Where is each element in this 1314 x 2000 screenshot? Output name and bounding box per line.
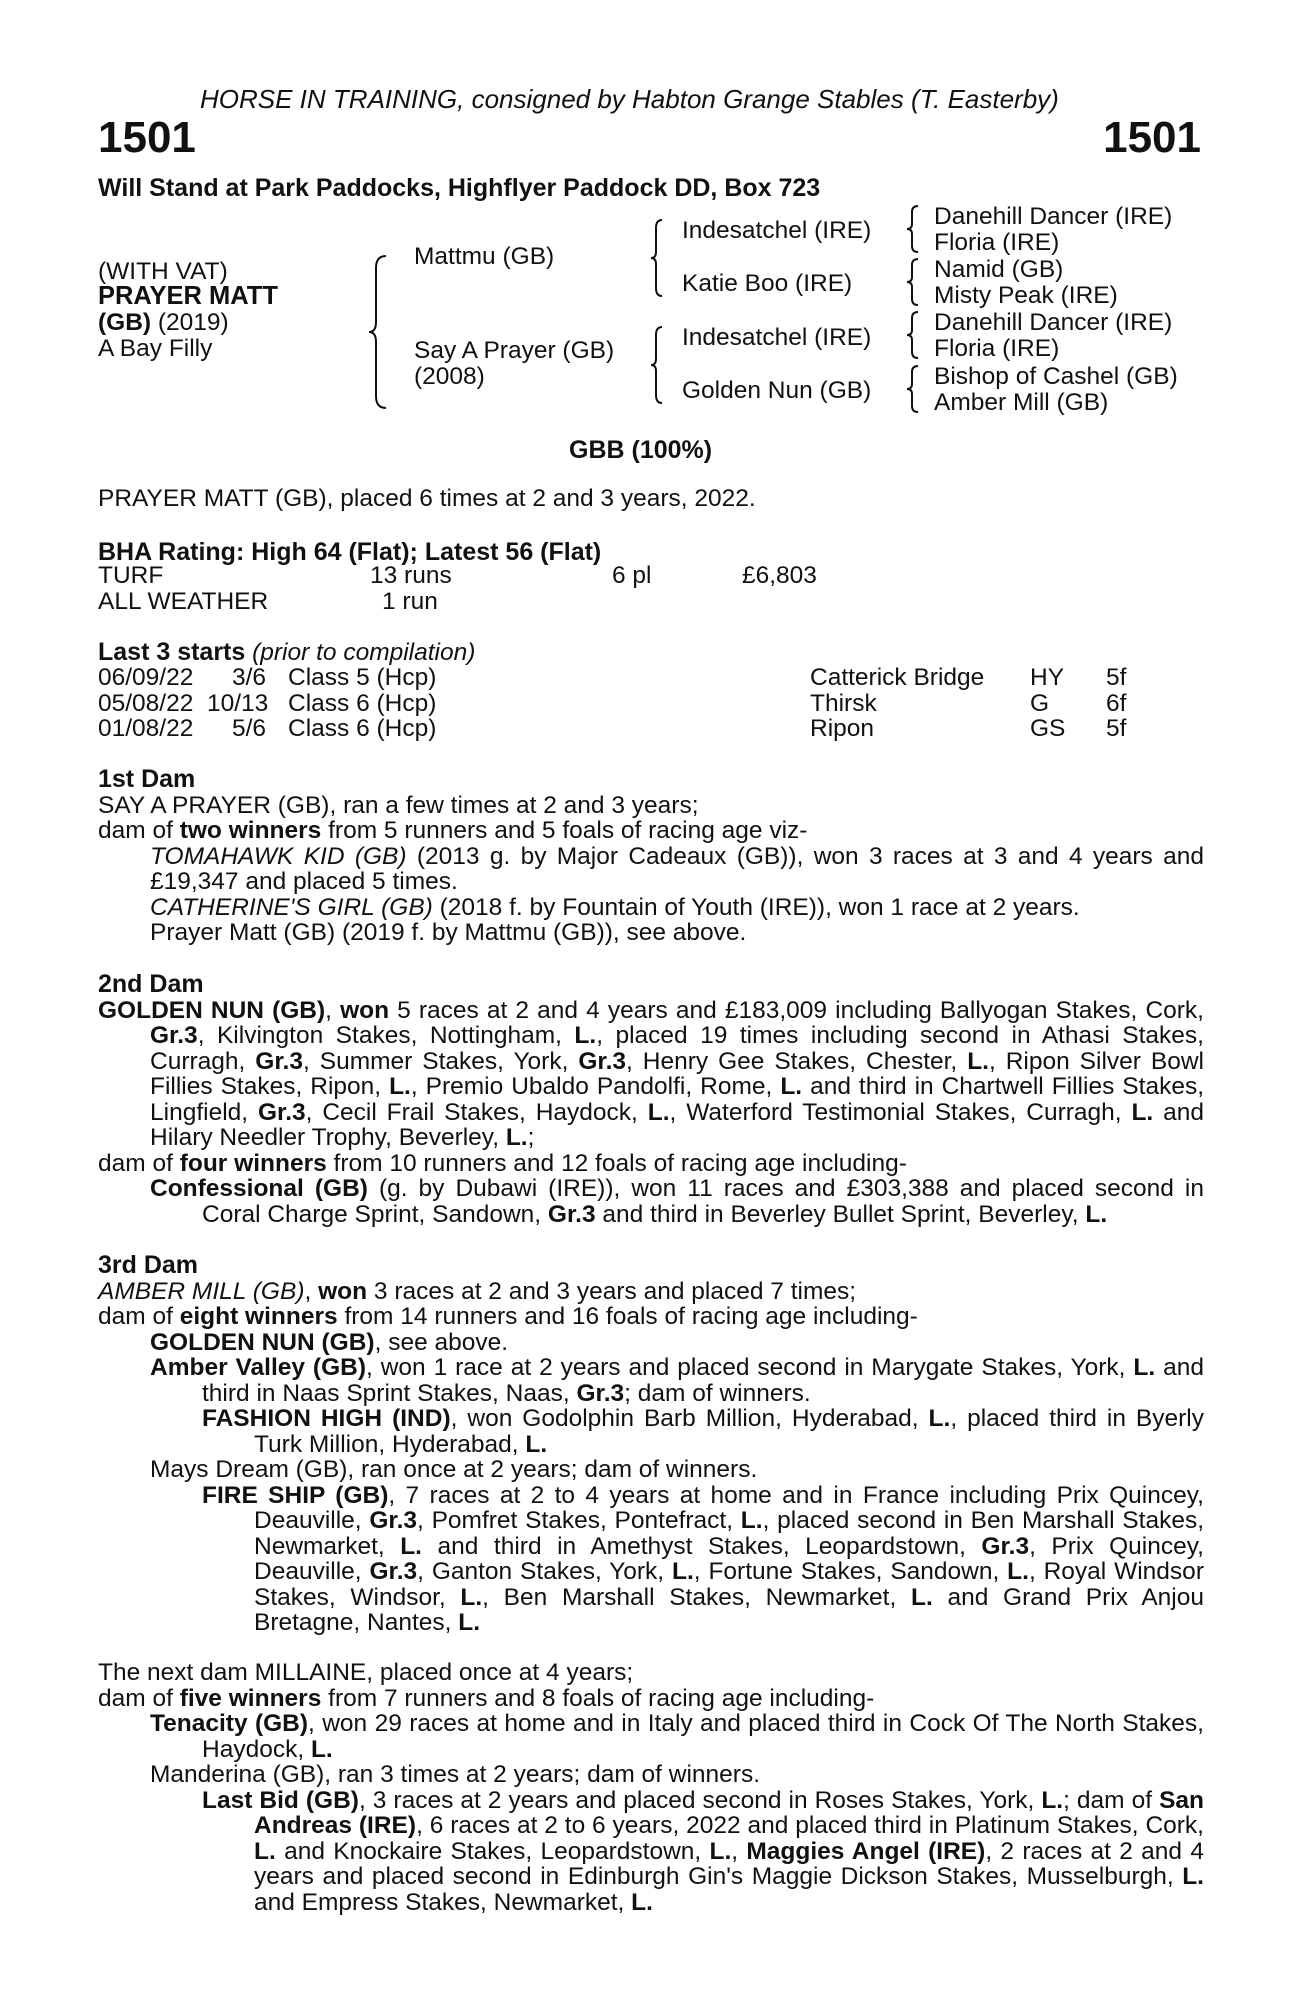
pedigree-g5: Danehill Dancer (IRE) <box>934 309 1173 336</box>
pedigree-brace-g2 <box>904 257 922 307</box>
bold-run: Gr.3 <box>150 1022 198 1049</box>
last-starts-title: Last 3 starts <box>98 638 246 666</box>
offspring-name: CATHERINE'S GIRL (GB) <box>150 893 433 921</box>
pedigree-brace-dam <box>648 325 666 405</box>
text-run: and Knockaire Stakes, Leopardstown, <box>275 1837 710 1865</box>
bold-run: Gr.3 <box>257 1098 306 1126</box>
text-run: , Kilvington Stakes, Nottingham, <box>197 1022 575 1049</box>
offspring-entry <box>98 1711 1204 1762</box>
offspring-entry: Manderina (GB), ran 3 times at 2 years; dam of winners. <box>150 1761 761 1788</box>
horse-description: A Bay Filly <box>98 335 213 362</box>
pedigree-brace-g3 <box>904 310 922 360</box>
bold-run: L. <box>389 1073 411 1100</box>
text-run: , placed second in Ben Marshall Stakes, Newmarket, <box>254 1507 1205 1560</box>
text-run: ; dam of <box>1063 1786 1160 1814</box>
start-row <box>98 716 1138 742</box>
stand-location: Will Stand at Park Paddocks, Highflyer Paddock DD, Box 723 <box>98 174 821 202</box>
pedigree-g6: Floria (IRE) <box>934 335 1060 362</box>
last-starts-heading <box>98 640 475 666</box>
bold-run: L. <box>928 1405 951 1432</box>
bold-run: L. <box>574 1022 597 1049</box>
start-class: Class 6 (Hcp) <box>288 715 437 742</box>
last-starts-table <box>98 665 1138 742</box>
bold-run: L. <box>780 1073 803 1100</box>
bold-run: L. <box>631 1888 653 1916</box>
bold-run: L. <box>671 1558 694 1585</box>
next-dam-produce-line <box>98 1686 1204 1712</box>
third-dam-name: AMBER MILL (GB) <box>98 1277 305 1305</box>
first-dam-title: 1st Dam <box>98 765 196 793</box>
text-run: and Empress Stakes, Newmarket, <box>254 1888 632 1916</box>
grand-offspring-entry <box>98 1788 1204 1916</box>
record-prize: £6,803 <box>742 562 817 589</box>
record-table <box>98 563 858 614</box>
bold-run: L. <box>460 1583 483 1611</box>
text-run: , Cecil Frail Stakes, Haydock, <box>305 1098 648 1126</box>
winners-count: five winners <box>179 1684 322 1712</box>
text-run: ; dam of winners. <box>624 1379 811 1407</box>
text-run: , Waterford Testimonial Stakes, Curragh, <box>669 1098 1132 1126</box>
second-dam-section <box>98 972 1204 1227</box>
bold-run: L. <box>1133 1354 1156 1381</box>
record-surface: ALL WEATHER <box>98 587 269 615</box>
text-run: , Ganton Stakes, York, <box>417 1558 672 1585</box>
start-going: G <box>1030 689 1050 717</box>
offspring-entry: Mays Dream (GB), ran once at 2 years; dam of winners. <box>150 1456 758 1483</box>
start-course: Thirsk <box>810 689 877 717</box>
record-row <box>98 563 858 589</box>
pedigree-g2: Floria (IRE) <box>934 229 1060 256</box>
won-label: won <box>318 1277 368 1305</box>
dam-of-text: dam of <box>98 1149 180 1177</box>
text-run: , Fortune Stakes, Sandown, <box>693 1558 1008 1585</box>
bold-run: L. <box>709 1837 732 1865</box>
text-run: and third in Beverley Bullet Sprint, Beverley, <box>595 1200 1086 1228</box>
start-course: Catterick Bridge <box>810 664 985 691</box>
second-dam-record: GOLDEN NUN (GB), won 5 races at 2 and 4 years and £183,009 including Ballyogan Stakes, Cork, Gr.3, Kilvington Stakes, Nottingham, L., placed 19 times including second in Athasi Stakes, Curragh, Gr.3, Summer Stakes, York, Gr.3, Henry Gee Stakes, Chester, L., Ripon Silver Bowl Fillies Stakes, Ripon, L., Premio Ubaldo Pandolfi, Rome, L. and third in Chartwell Fillies Stakes, Lingfield, Gr.3, Cecil Frail Stakes, Haydock, L., Waterford Testimonial Stakes, Curragh, L. and Hilary Needler Trophy, Beverley, L.; <box>98 996 1205 1151</box>
record-surface: TURF <box>98 562 164 589</box>
winners-count: two winners <box>179 817 322 844</box>
bold-run: L. <box>647 1098 670 1126</box>
dam-of-text: dam of <box>98 1303 180 1330</box>
offspring-entry <box>98 895 1204 921</box>
record-runs: 13 runs <box>370 562 452 589</box>
bold-run: Amber Valley (GB) <box>150 1354 366 1381</box>
start-position: 5/6 <box>232 715 267 742</box>
pedigree-dam-sire: Indesatchel (IRE) <box>682 324 872 351</box>
pedigree-dam-dam: Golden Nun (GB) <box>682 377 872 404</box>
won-label: won <box>340 996 390 1024</box>
start-distance: 6f <box>1106 689 1127 717</box>
bold-run: L. <box>1182 1863 1204 1890</box>
lot-number-left: 1501 <box>98 113 196 162</box>
text-run: and Hilary Needler Trophy, Beverley, <box>150 1098 1204 1151</box>
bold-run: L. <box>400 1532 422 1560</box>
text-run: , 6 races at 2 to 6 years, 2022 and placed third in Platinum Stakes, Cork, <box>416 1812 1204 1839</box>
third-dam-section <box>98 1253 1204 1636</box>
pedigree-brace-main <box>366 254 390 410</box>
race-summary: PRAYER MATT (GB), placed 6 times at 2 and 3 years, 2022. <box>98 485 756 512</box>
horse-suffix: (GB) <box>98 309 152 336</box>
bold-run: Maggies Angel (IRE) <box>746 1837 986 1865</box>
text-run: , won 1 race at 2 years and placed second in Marygate Stakes, York, <box>366 1354 1134 1381</box>
start-date: 05/08/22 <box>98 689 194 717</box>
second-dam-name: GOLDEN NUN (GB) <box>98 996 326 1024</box>
start-row <box>98 665 1138 691</box>
text-run: , 3 races at 2 years and placed second in Roses Stakes, York, <box>358 1786 1042 1814</box>
pedigree-dam: Say A Prayer (GB) <box>414 337 615 364</box>
pedigree-brace-sire <box>648 218 666 298</box>
text-run: ; <box>527 1124 535 1151</box>
text-run: , placed third in Byerly Turk Million, Hyderabad, <box>254 1405 1204 1458</box>
start-going: GS <box>1030 715 1066 742</box>
text-run: , Premio Ubaldo Pandolfi, Rome, <box>410 1073 781 1100</box>
offspring-entry <box>98 844 1204 895</box>
offspring-entry <box>98 1330 1204 1356</box>
text-run: and third in Naas Sprint Stakes, Naas, <box>202 1354 1204 1407</box>
offspring-text: (2018 f. by Fountain of Youth (IRE)), won 1 race at 2 years. <box>432 893 1080 921</box>
grand-offspring-entry <box>98 1406 1204 1457</box>
bold-run: Last Bid (GB) <box>202 1786 359 1814</box>
bold-run: L. <box>458 1609 481 1636</box>
bold-run: Gr.3 <box>981 1532 1030 1560</box>
bha-rating: BHA Rating: High 64 (Flat); Latest 56 (Flat) <box>98 538 602 566</box>
text-run: (g. by Dubawi (IRE)), won 11 races and £303,388 and placed second in Coral Charge Sprint, Sandown, <box>202 1175 1204 1228</box>
pedigree-g7: Bishop of Cashel (GB) <box>934 363 1178 390</box>
bold-run: L. <box>1007 1558 1029 1585</box>
offspring-text: (2013 g. by Major Cadeaux (GB)), won 3 races at 3 and 4 years and £19,347 and placed 5 times. <box>150 842 1204 895</box>
third-dam-text: 3 races at 2 and 3 years and placed 7 times; <box>367 1277 857 1305</box>
start-position: 3/6 <box>232 664 267 691</box>
text-run: , 2 races at 2 and 4 years and placed second in Edinburgh Gin's Maggie Dickson Stakes, Musselburgh, <box>254 1837 1204 1890</box>
text-run: , Summer Stakes, York, <box>302 1047 579 1075</box>
text-run: , Pomfret Stakes, Pontefract, <box>417 1507 741 1534</box>
bold-run: L. <box>505 1124 528 1151</box>
bold-run: Confessional (GB) <box>150 1175 368 1202</box>
gbb-rating: GBB (100%) <box>569 436 713 464</box>
offspring-name: GOLDEN NUN (GB) <box>150 1328 375 1356</box>
pedigree-brace-g1 <box>904 204 922 254</box>
bold-run: Gr.3 <box>369 1507 418 1534</box>
offspring-text: , see above. <box>374 1328 509 1356</box>
pedigree-sire-sire: Indesatchel (IRE) <box>682 217 872 244</box>
text-run: and third in Chartwell Fillies Stakes, Lingfield, <box>150 1073 1205 1126</box>
text-run: and third in Amethyst Stakes, Leopardstown, <box>422 1532 982 1560</box>
second-dam-title: 2nd Dam <box>98 970 204 998</box>
text-run: , Henry Gee Stakes, Chester, <box>626 1047 968 1075</box>
grand-offspring-entry <box>98 1483 1204 1636</box>
bold-run: Tenacity (GB) <box>150 1710 309 1737</box>
start-date: 01/08/22 <box>98 715 194 742</box>
consignor-line: HORSE IN TRAINING, consigned by Habton Grange Stables (T. Easterby) <box>200 84 1059 114</box>
start-class: Class 5 (Hcp) <box>288 664 437 691</box>
bold-run: Gr.3 <box>255 1047 303 1075</box>
bold-run: L. <box>910 1583 933 1611</box>
start-row <box>98 691 1138 717</box>
bold-run: Gr.3 <box>369 1558 418 1585</box>
text-run: , Royal Windsor Stakes, Windsor, <box>254 1558 1204 1611</box>
pedigree-dam-year: (2008) <box>414 363 485 390</box>
third-dam-record: AMBER MILL (GB), won 3 races at 2 and 3 years and placed 7 times; <box>98 1277 857 1305</box>
start-course: Ripon <box>810 715 875 742</box>
pedigree-g1: Danehill Dancer (IRE) <box>934 203 1173 230</box>
lot-number-right: 1501 <box>1103 113 1201 162</box>
bold-run: L. <box>1085 1200 1108 1228</box>
pedigree-g8: Amber Mill (GB) <box>934 389 1109 416</box>
pedigree-brace-g4 <box>904 364 922 414</box>
horse-name: PRAYER MATT <box>98 282 278 310</box>
bold-run: Gr.3 <box>578 1047 627 1075</box>
winners-count: four winners <box>179 1149 327 1177</box>
bold-run: L. <box>254 1837 276 1865</box>
next-dam-line1: The next dam MILLAINE, placed once at 4 years; <box>98 1659 634 1686</box>
record-row <box>98 589 858 615</box>
text-run: , Ripon Silver Bowl Fillies Stakes, Ripon, <box>150 1047 1204 1100</box>
start-position: 10/13 <box>207 689 269 717</box>
text-run: , Ben Marshall Stakes, Newmarket, <box>482 1583 911 1611</box>
bold-run: FASHION HIGH (IND) <box>202 1405 451 1432</box>
text-run: and Grand Prix Anjou Bretagne, Nantes, <box>254 1583 1204 1636</box>
produce-text: from 10 runners and 12 foals of racing age including- <box>326 1149 907 1177</box>
first-dam-produce-line <box>98 818 1204 844</box>
second-dam-produce-line <box>98 1151 1204 1177</box>
bold-run: FIRE SHIP (GB) <box>202 1481 389 1509</box>
bold-run: L. <box>967 1047 989 1075</box>
vat-note: (WITH VAT) <box>98 258 228 285</box>
text-run: , won Godolphin Barb Million, Hyderabad, <box>450 1405 929 1432</box>
text-run: , 7 races at 2 to 4 years at home and in France including Prix Quincey, Deauville, <box>254 1481 1204 1534</box>
text-run: , Prix Quincey, Deauville, <box>254 1532 1204 1585</box>
dam-of-text: dam of <box>98 1684 180 1712</box>
pedigree-sire-dam: Katie Boo (IRE) <box>682 270 853 297</box>
bold-run: Gr.3 <box>576 1379 625 1407</box>
dam-of-text: dam of <box>98 817 180 844</box>
third-dam-produce-line <box>98 1304 1204 1330</box>
pedigree-g4: Misty Peak (IRE) <box>934 282 1118 309</box>
third-dam-title: 3rd Dam <box>98 1251 199 1279</box>
last-starts-note: (prior to compilation) <box>252 639 476 666</box>
bold-run: Gr.3 <box>547 1200 596 1228</box>
bold-run: L. <box>1041 1786 1064 1814</box>
offspring-name: TOMAHAWK KID (GB) <box>150 842 407 870</box>
offspring-entry <box>98 1355 1204 1406</box>
produce-text: from 7 runners and 8 foals of racing age including- <box>321 1684 875 1712</box>
start-going: HY <box>1030 664 1065 691</box>
produce-text: from 14 runners and 16 foals of racing age including- <box>337 1303 918 1330</box>
bold-run: L. <box>1131 1098 1154 1126</box>
next-dam-section <box>98 1660 1204 1915</box>
pedigree-sire: Mattmu (GB) <box>414 243 555 270</box>
first-dam-section <box>98 767 1204 946</box>
winners-count: eight winners <box>179 1303 338 1330</box>
start-distance: 5f <box>1106 664 1127 691</box>
offspring-entry: Prayer Matt (GB) (2019 f. by Mattmu (GB)), see above. <box>150 919 747 946</box>
offspring-entry <box>98 1176 1204 1227</box>
start-date: 06/09/22 <box>98 664 194 691</box>
text-run: , won 29 races at home and in Italy and placed third in Cock Of The North Stakes, Haydock, <box>202 1710 1204 1763</box>
first-dam-line1: SAY A PRAYER (GB), ran a few times at 2 and 3 years; <box>98 791 699 819</box>
start-distance: 5f <box>1106 715 1127 742</box>
bold-run: L. <box>740 1507 763 1534</box>
text-run: , placed 19 times including second in Athasi Stakes, Curragh, <box>150 1022 1204 1075</box>
produce-text: from 5 runners and 5 foals of racing age viz- <box>321 817 808 844</box>
bold-run: San Andreas (IRE) <box>254 1786 1204 1839</box>
start-class: Class 6 (Hcp) <box>288 689 437 717</box>
horse-origin <box>98 310 229 336</box>
text-run: 5 races at 2 and 4 years and £183,009 including Ballyogan Stakes, Cork, <box>389 996 1204 1024</box>
bold-run: L. <box>525 1430 548 1458</box>
record-places: 6 pl <box>612 562 652 589</box>
record-runs: 1 run <box>382 587 438 615</box>
bold-run: L. <box>310 1735 333 1763</box>
horse-year: (2019) <box>157 309 229 336</box>
text-run: , <box>731 1837 747 1865</box>
pedigree-g3: Namid (GB) <box>934 256 1064 283</box>
